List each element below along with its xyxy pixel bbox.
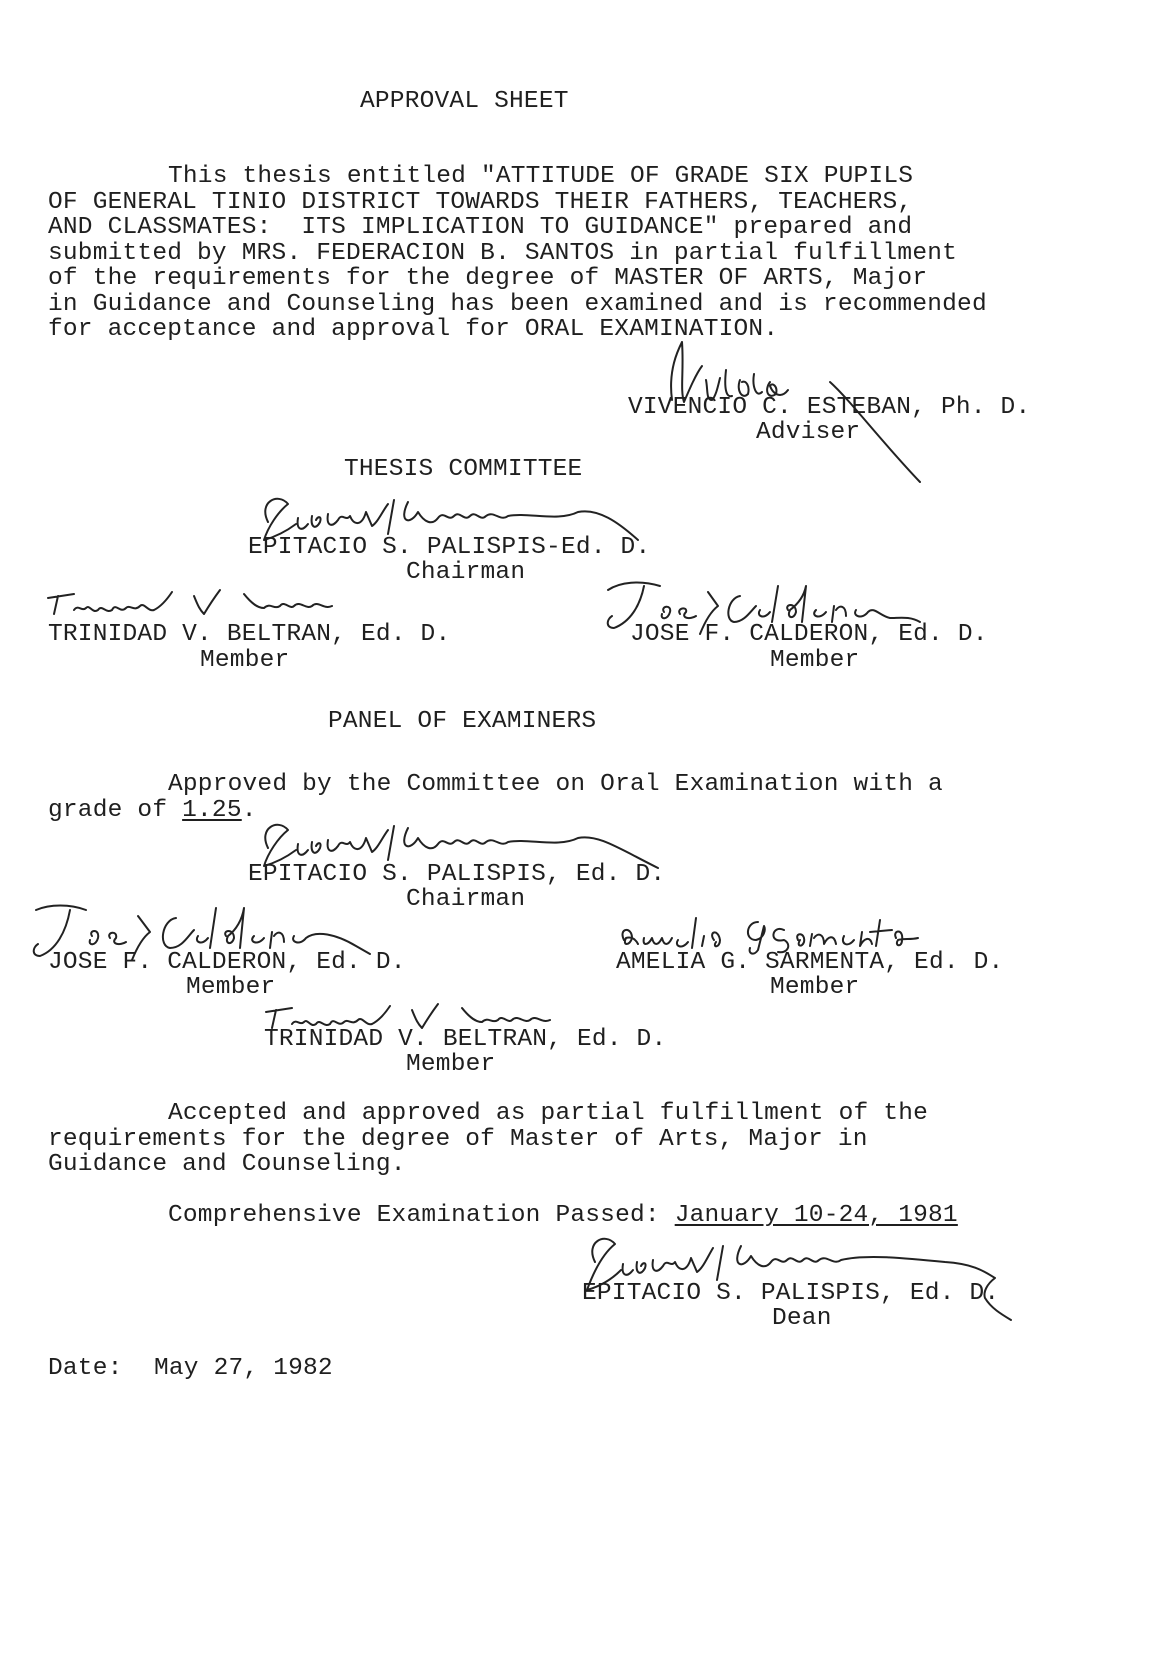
committee-member-left-signature	[44, 584, 344, 624]
committee-heading: THESIS COMMITTEE	[344, 456, 583, 483]
acceptance-line: Accepted and approved as partial fulfillment of the	[168, 1100, 929, 1127]
intro-line: OF GENERAL TINIO DISTRICT TOWARDS THEIR FATHERS, TEACHERS,	[48, 189, 913, 216]
panel-member-left-name: JOSE F. CALDERON, Ed. D.	[48, 949, 406, 976]
acceptance-line: Guidance and Counseling.	[48, 1151, 406, 1178]
panel-chairman-role: Chairman	[406, 886, 526, 913]
panel-member-bottom-name: TRINIDAD V. BELTRAN, Ed. D.	[264, 1026, 667, 1053]
panel-heading: PANEL OF EXAMINERS	[328, 708, 597, 735]
date-label: Date:	[48, 1355, 123, 1382]
panel-member-left-role: Member	[186, 974, 276, 1001]
panel-approved-line: Approved by the Committee on Oral Examination with a	[168, 771, 943, 798]
comprehensive-date: January 10-24, 1981	[674, 1202, 958, 1229]
adviser-name: VIVENCIO C. ESTEBAN, Ph. D.	[628, 394, 1031, 421]
panel-chairman-name: EPITACIO S. PALISPIS, Ed. D.	[248, 861, 666, 888]
committee-member-right-role: Member	[770, 647, 860, 674]
date-value: May 27, 1982	[154, 1355, 333, 1382]
committee-chairman-name: EPITACIO S. PALISPIS-Ed. D.	[248, 534, 651, 561]
grade-suffix: .	[241, 797, 257, 824]
panel-member-bottom-role: Member	[406, 1051, 496, 1078]
comprehensive-label: Comprehensive Examination Passed:	[168, 1202, 675, 1229]
committee-chairman-role: Chairman	[406, 559, 526, 586]
intro-line: AND CLASSMATES: ITS IMPLICATION TO GUIDANCE" prepared and	[48, 214, 913, 241]
panel-grade-line	[48, 798, 257, 824]
intro-line: for acceptance and approval for ORAL EXAMINATION.	[48, 316, 779, 343]
intro-line: This thesis entitled "ATTITUDE OF GRADE SIX PUPILS	[168, 163, 914, 190]
intro-line: of the requirements for the degree of MASTER OF ARTS, Major	[48, 265, 928, 292]
panel-member-right-role: Member	[770, 974, 860, 1001]
grade-prefix: grade of	[48, 797, 183, 824]
page-title: APPROVAL SHEET	[360, 88, 569, 115]
committee-member-right-name: JOSE F. CALDERON, Ed. D.	[630, 621, 988, 648]
dean-role: Dean	[772, 1305, 832, 1332]
intro-line: in Guidance and Counseling has been examined and is recommended	[48, 291, 987, 318]
dean-name: EPITACIO S. PALISPIS, Ed. D.	[582, 1280, 1000, 1307]
committee-member-left-name: TRINIDAD V. BELTRAN, Ed. D.	[48, 621, 451, 648]
acceptance-line: requirements for the degree of Master of Arts, Major in	[48, 1126, 868, 1153]
panel-member-right-name: AMELIA G. SARMENTA, Ed. D.	[616, 949, 1004, 976]
grade-value: 1.25	[182, 797, 242, 824]
comprehensive-exam-line	[168, 1203, 958, 1229]
adviser-role: Adviser	[756, 419, 861, 446]
intro-line: submitted by MRS. FEDERACION B. SANTOS in partial fulfillment	[48, 240, 958, 267]
committee-member-left-role: Member	[200, 647, 290, 674]
